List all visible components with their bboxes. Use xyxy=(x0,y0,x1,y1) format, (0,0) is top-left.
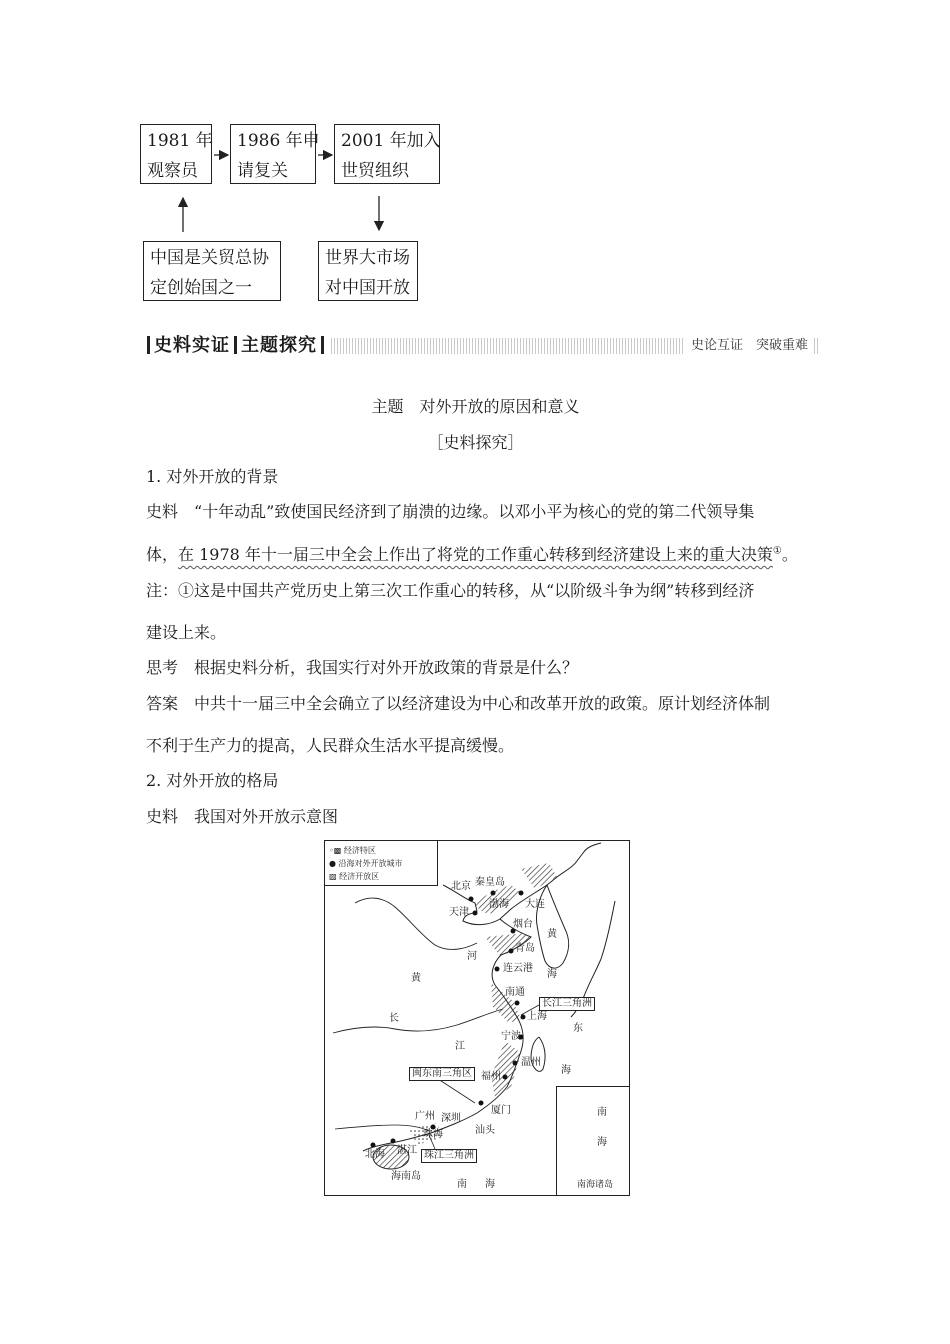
s1-note-line2: 建设上来。 xyxy=(146,623,227,642)
map-region-label: 珠江三角洲 xyxy=(421,1149,477,1163)
map-city-label: 青岛 xyxy=(515,943,535,954)
flow-text: 中国是关贸总协 xyxy=(150,248,269,268)
map-river-label: 黄 xyxy=(411,973,421,984)
fujian-open-zone xyxy=(491,1041,521,1097)
map-city-label: 广州 xyxy=(415,1111,435,1122)
s2-heading: 2. 对外开放的格局 xyxy=(146,771,279,790)
flow-text: 对中国开放 xyxy=(325,278,410,298)
city-dot xyxy=(519,891,524,896)
banner-bar xyxy=(147,336,150,354)
map-city-label: 天津 xyxy=(449,907,469,918)
map-city-label: 上海 xyxy=(527,1011,547,1022)
map-water-label: 东 xyxy=(573,1023,583,1034)
section-label: ［史料探究］ xyxy=(427,433,524,452)
banner-subtitle: 史论互证 突破重难 xyxy=(685,336,814,356)
map-city-label: 珠海 xyxy=(423,1129,443,1140)
legend-item-open-zone: ▨ 经济开放区 xyxy=(329,872,380,881)
legend-label: 经济特区 xyxy=(343,846,376,855)
map-city-label: 深圳 xyxy=(441,1113,461,1124)
map-city-label: 南通 xyxy=(505,987,525,998)
flow-text: 世贸组织 xyxy=(341,161,409,181)
map-legend xyxy=(325,841,438,886)
map-city-label: 温州 xyxy=(521,1057,541,1068)
city-dot xyxy=(491,891,496,896)
map-river-label: 江 xyxy=(455,1041,465,1052)
map-region-label: 长江三角洲 xyxy=(539,997,595,1011)
flow-text: 2001 年加入 xyxy=(341,131,441,151)
legend-item-sez: ◦▩ 经济特区 xyxy=(329,846,376,855)
map-city-label: 福州 xyxy=(481,1071,501,1082)
map-water-label: 海 xyxy=(485,1179,495,1190)
footnote-marker: ① xyxy=(772,545,782,557)
inset-label: 南 xyxy=(597,1107,607,1118)
flow-text: 定创始国之一 xyxy=(150,278,252,298)
map-water-label: 海 xyxy=(547,969,557,980)
liaodong-open-zone xyxy=(521,863,557,889)
s1-material-line2 xyxy=(146,542,798,565)
flow-text: 1986 年申 xyxy=(237,131,320,151)
banner-bar xyxy=(234,336,237,354)
section-banner xyxy=(143,333,818,359)
map-river-label: 长 xyxy=(389,1013,399,1024)
city-dot xyxy=(503,1075,508,1080)
map-water-label: 南 xyxy=(457,1179,467,1190)
legend-label: 沿海对外开放城市 xyxy=(338,859,403,868)
city-dot xyxy=(515,1001,520,1006)
s1-question: 思考 根据史料分析，我国实行对外开放政策的背景是什么？ xyxy=(146,658,579,677)
map-water-label: 渤海 xyxy=(489,899,509,910)
legend-item-coastal-city: ● 沿海对外开放城市 xyxy=(329,859,403,868)
s1-material-end: 。 xyxy=(781,545,798,564)
map-city-label: 北海 xyxy=(365,1149,385,1160)
inset-label: 南海诸岛 xyxy=(577,1180,614,1190)
banner-title xyxy=(143,333,328,359)
banner-title-2: 主题探究 xyxy=(241,335,317,356)
s1-material-line1: 史料 “十年动乱”致使国民经济到了崩溃的边缘。以邓小平为核心的党的第二代领导集 xyxy=(146,502,755,521)
flow-text: 世界大市场 xyxy=(325,248,410,268)
map-city-label: 汕头 xyxy=(475,1125,495,1136)
s1-answer-line2: 不利于生产力的提高，人民群众生活水平提高缓慢。 xyxy=(146,736,515,755)
map-city-label: 大连 xyxy=(525,899,545,910)
s1-material-text: 体， xyxy=(146,545,179,564)
flow-text: 1981 年 xyxy=(147,131,213,151)
s1-heading: 1. 对外开放的背景 xyxy=(146,467,279,486)
city-dot xyxy=(473,911,478,916)
city-dot xyxy=(371,1143,376,1148)
s1-material-underlined: 在 1978 年十一届三中全会上作出了将党的工作重心转移到经济建设上来的重大决策 xyxy=(178,545,773,564)
korea-outline xyxy=(536,885,568,968)
yangtze-river xyxy=(333,1009,503,1033)
map-water-label: 海 xyxy=(561,1065,571,1076)
map-water-label: 黄 xyxy=(547,929,557,940)
city-dot xyxy=(509,949,514,954)
map-city-label: 海南岛 xyxy=(391,1171,421,1182)
map-city-label: 厦门 xyxy=(491,1105,511,1116)
flow-arrows xyxy=(0,0,950,320)
s1-note-line1: 注：①这是中国共产党历史上第三次工作重心的转移，从“以阶级斗争为纲”转移到经济 xyxy=(146,581,755,600)
map-city-label: 连云港 xyxy=(503,963,533,974)
flow-text: 请复关 xyxy=(237,161,288,181)
city-dot xyxy=(469,897,474,902)
city-dot xyxy=(513,1061,518,1066)
map-city-label: 烟台 xyxy=(513,919,533,930)
city-dot xyxy=(479,1101,484,1106)
map-city-label: 秦皇岛 xyxy=(475,877,505,888)
map-city-label: 北京 xyxy=(451,881,471,892)
s2-material: 史料 我国对外开放示意图 xyxy=(146,807,339,826)
inset-label: 海 xyxy=(597,1137,607,1148)
map-region-label: 闽东南三角区 xyxy=(409,1067,475,1081)
flow-text: 观察员 xyxy=(147,161,198,181)
yellow-river xyxy=(355,898,477,949)
opening-map xyxy=(324,840,630,1196)
banner-bar xyxy=(321,336,324,354)
map-river-label: 河 xyxy=(467,951,477,962)
map-city-label: 湛江 xyxy=(397,1145,417,1156)
city-dot xyxy=(391,1139,396,1144)
south-china-sea-inset xyxy=(556,1086,629,1195)
map-city-label: 宁波 xyxy=(501,1031,521,1042)
legend-label: 经济开放区 xyxy=(339,872,380,881)
s1-answer-line1: 答案 中共十一届三中全会确立了以经济建设为中心和改革开放的政策。原计划经济体制 xyxy=(146,694,771,713)
banner-title-1: 史料实证 xyxy=(154,335,230,356)
theme-title: 主题 对外开放的原因和意义 xyxy=(371,397,580,416)
city-dot xyxy=(495,967,500,972)
